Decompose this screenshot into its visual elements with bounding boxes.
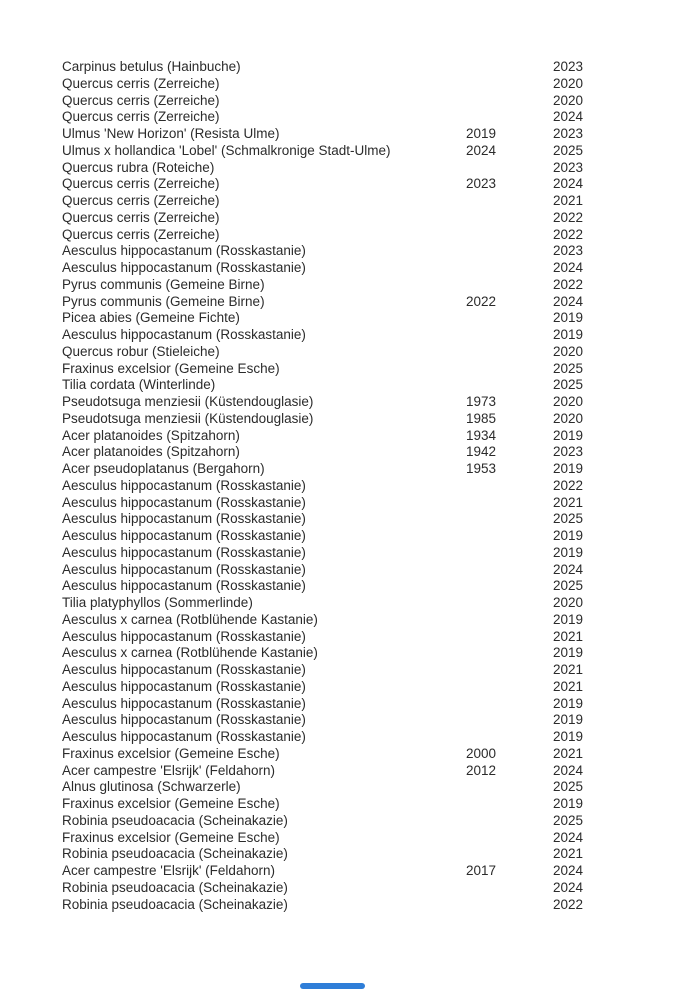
tree-name: Acer campestre 'Elsrijk' (Feldahorn): [62, 863, 275, 878]
table-row: [62, 227, 700, 244]
year-right: 2019: [553, 310, 584, 326]
year-right: 2025: [553, 812, 584, 828]
year-middle: [466, 880, 553, 897]
table-row: [62, 59, 700, 76]
table-row: [62, 897, 700, 914]
table-row: [62, 545, 700, 562]
tree-name: Aesculus hippocastanum (Rosskastanie): [62, 628, 306, 644]
year-middle: [466, 528, 553, 545]
year-right: 2021: [553, 193, 584, 208]
year-middle: [466, 696, 553, 713]
table-row: [62, 511, 700, 528]
tree-name: Aesculus hippocastanum (Rosskastanie): [62, 544, 306, 560]
year-right: 2022: [553, 209, 584, 225]
year-middle: [466, 830, 553, 847]
tree-name: Aesculus hippocastanum (Rosskastanie): [62, 243, 306, 259]
year-middle: 1985: [466, 410, 497, 426]
year-right: 2024: [553, 879, 584, 895]
tree-name: Aesculus hippocastanum (Rosskastanie): [62, 327, 306, 342]
tree-name: Robinia pseudoacacia (Scheinakazie): [62, 879, 288, 895]
table-row: [62, 428, 700, 445]
year-middle: [466, 712, 553, 729]
table-row: [62, 210, 700, 227]
year-middle: 2023: [466, 176, 497, 192]
year-right: 2025: [553, 779, 584, 795]
year-middle: 2017: [466, 863, 497, 878]
year-middle: [466, 562, 553, 579]
year-middle: [466, 612, 553, 629]
tree-name: Carpinus betulus (Hainbuche): [62, 59, 241, 74]
table-row: [62, 377, 700, 394]
tree-name: Aesculus hippocastanum (Rosskastanie): [62, 678, 306, 694]
tree-name: Pseudotsuga menziesii (Küstendouglasie): [62, 410, 314, 426]
year-right: 2024: [553, 176, 584, 192]
year-right: 2021: [553, 494, 584, 510]
tree-name: Quercus cerris (Zerreiche): [62, 193, 220, 208]
year-middle: [466, 277, 553, 294]
tree-name: Robinia pseudoacacia (Scheinakazie): [62, 812, 288, 828]
year-middle: [466, 361, 553, 378]
table-row: [62, 277, 700, 294]
table-row: [62, 779, 700, 796]
year-middle: [466, 478, 553, 495]
table-row: [62, 160, 700, 177]
year-middle: [466, 109, 553, 126]
year-right: 2020: [553, 595, 584, 610]
tree-name: Robinia pseudoacacia (Scheinakazie): [62, 896, 288, 912]
tree-name: Acer platanoides (Spitzahorn): [62, 444, 240, 460]
tree-name: Aesculus hippocastanum (Rosskastanie): [62, 477, 306, 493]
tree-name: Pseudotsuga menziesii (Küstendouglasie): [62, 394, 314, 409]
table-row: [62, 444, 700, 461]
year-right: 2021: [553, 628, 584, 644]
table-row: [62, 645, 700, 662]
table-row: [62, 662, 700, 679]
year-middle: [466, 796, 553, 813]
tree-name: Quercus cerris (Zerreiche): [62, 109, 220, 125]
year-middle: [466, 327, 553, 344]
year-middle: 2000: [466, 745, 497, 761]
tree-name: Aesculus x carnea (Rotblühende Kastanie): [62, 645, 318, 661]
year-middle: [466, 377, 553, 394]
tree-name: Aesculus hippocastanum (Rosskastanie): [62, 561, 306, 577]
table-row: [62, 411, 700, 428]
year-right: 2022: [553, 896, 584, 912]
year-middle: [466, 193, 553, 210]
year-right: 2020: [553, 410, 584, 426]
tree-name: Fraxinus excelsior (Gemeine Esche): [62, 829, 280, 845]
tree-name: Aesculus hippocastanum (Rosskastanie): [62, 578, 306, 594]
year-right: 2023: [553, 243, 584, 259]
table-row: [62, 578, 700, 595]
year-right: 2022: [553, 226, 584, 242]
year-right: 2023: [553, 126, 584, 141]
table-row: [62, 76, 700, 93]
year-right: 2019: [553, 427, 584, 443]
year-right: 2025: [553, 360, 584, 376]
tree-name: Quercus rubra (Roteiche): [62, 159, 215, 175]
tree-name: Aesculus hippocastanum (Rosskastanie): [62, 528, 306, 543]
year-right: 2022: [553, 477, 584, 493]
year-middle: [466, 59, 553, 76]
year-middle: [466, 629, 553, 646]
year-middle: 2022: [466, 293, 497, 309]
year-middle: [466, 578, 553, 595]
table-row: [62, 729, 700, 746]
tree-list: [62, 59, 700, 913]
tree-name: Tilia platyphyllos (Sommerlinde): [62, 595, 253, 610]
table-row: [62, 109, 700, 126]
year-middle: [466, 729, 553, 746]
table-row: [62, 813, 700, 830]
year-right: 2024: [553, 561, 584, 577]
tree-name: Aesculus hippocastanum (Rosskastanie): [62, 511, 306, 527]
year-middle: [466, 210, 553, 227]
year-right: 2022: [553, 276, 584, 292]
year-right: 2023: [553, 444, 584, 460]
year-right: 2025: [553, 142, 584, 158]
year-right: 2019: [553, 695, 584, 711]
tree-name: Quercus cerris (Zerreiche): [62, 226, 220, 242]
year-middle: [466, 779, 553, 796]
tree-name: Quercus robur (Stieleiche): [62, 343, 220, 359]
tree-name: Acer campestre 'Elsrijk' (Feldahorn): [62, 762, 275, 778]
table-row: [62, 193, 700, 210]
year-middle: 1942: [466, 444, 497, 460]
table-row: [62, 629, 700, 646]
tree-name: Aesculus hippocastanum (Rosskastanie): [62, 729, 306, 744]
tree-name: Pyrus communis (Gemeine Birne): [62, 293, 265, 309]
tree-name: Quercus cerris (Zerreiche): [62, 176, 220, 192]
year-right: 2024: [553, 109, 584, 125]
tree-name: Ulmus x hollandica 'Lobel' (Schmalkronige Stadt-Ulme): [62, 142, 391, 158]
tree-name: Aesculus hippocastanum (Rosskastanie): [62, 662, 306, 677]
year-middle: [466, 679, 553, 696]
table-row: [62, 176, 700, 193]
year-right: 2020: [553, 75, 584, 91]
table-row: [62, 93, 700, 110]
table-row: [62, 126, 700, 143]
table-row: [62, 260, 700, 277]
year-right: 2021: [553, 846, 584, 862]
year-right: 2024: [553, 260, 584, 275]
table-row: [62, 327, 700, 344]
year-right: 2020: [553, 394, 584, 409]
table-row: [62, 394, 700, 411]
year-right: 2020: [553, 343, 584, 359]
year-middle: 2012: [466, 762, 497, 778]
year-right: 2024: [553, 829, 584, 845]
year-right: 2024: [553, 863, 584, 878]
year-right: 2024: [553, 293, 584, 309]
table-row: [62, 846, 700, 863]
table-row: [62, 478, 700, 495]
tree-name: Aesculus hippocastanum (Rosskastanie): [62, 260, 306, 275]
year-middle: [466, 846, 553, 863]
table-row: [62, 361, 700, 378]
year-middle: [466, 511, 553, 528]
year-middle: [466, 545, 553, 562]
year-right: 2019: [553, 796, 584, 811]
tree-name: Aesculus hippocastanum (Rosskastanie): [62, 695, 306, 711]
tree-name: Quercus cerris (Zerreiche): [62, 75, 220, 91]
tree-name: Acer platanoides (Spitzahorn): [62, 427, 240, 443]
table-row: [62, 863, 700, 880]
table-row: [62, 796, 700, 813]
tree-name: Aesculus hippocastanum (Rosskastanie): [62, 494, 306, 510]
year-right: 2019: [553, 729, 584, 744]
year-right: 2025: [553, 377, 584, 393]
table-row: [62, 679, 700, 696]
bottom-scroll-indicator[interactable]: [300, 983, 365, 989]
table-row: [62, 461, 700, 478]
tree-name: Pyrus communis (Gemeine Birne): [62, 276, 265, 292]
year-middle: [466, 344, 553, 361]
year-middle: [466, 310, 553, 327]
table-row: [62, 880, 700, 897]
tree-name: Ulmus 'New Horizon' (Resista Ulme): [62, 126, 280, 141]
tree-name: Quercus cerris (Zerreiche): [62, 209, 220, 225]
year-right: 2021: [553, 745, 584, 761]
year-middle: [466, 160, 553, 177]
year-middle: [466, 897, 553, 914]
tree-name: Aesculus hippocastanum (Rosskastanie): [62, 712, 306, 728]
year-right: 2019: [553, 528, 584, 543]
tree-name: Robinia pseudoacacia (Scheinakazie): [62, 846, 288, 862]
year-middle: 2019: [466, 126, 497, 141]
year-middle: [466, 93, 553, 110]
year-middle: [466, 645, 553, 662]
table-row: [62, 830, 700, 847]
table-row: [62, 595, 700, 612]
table-row: [62, 712, 700, 729]
year-middle: [466, 813, 553, 830]
year-middle: 1973: [466, 394, 497, 409]
tree-name: Fraxinus excelsior (Gemeine Esche): [62, 360, 280, 376]
tree-name: Picea abies (Gemeine Fichte): [62, 310, 240, 326]
table-row: [62, 528, 700, 545]
year-right: 2023: [553, 59, 584, 74]
table-row: [62, 746, 700, 763]
year-right: 2019: [553, 712, 584, 728]
tree-name: Tilia cordata (Winterlinde): [62, 377, 216, 393]
tree-name: Alnus glutinosa (Schwarzerle): [62, 779, 241, 795]
tree-name: Fraxinus excelsior (Gemeine Esche): [62, 796, 280, 811]
table-row: [62, 344, 700, 361]
year-middle: [466, 76, 553, 93]
table-row: [62, 562, 700, 579]
table-row: [62, 696, 700, 713]
year-middle: [466, 495, 553, 512]
year-middle: [466, 243, 553, 260]
year-right: 2020: [553, 92, 584, 108]
year-right: 2019: [553, 327, 584, 342]
tree-name: Quercus cerris (Zerreiche): [62, 92, 220, 108]
table-row: [62, 763, 700, 780]
year-right: 2019: [553, 645, 584, 661]
table-row: [62, 310, 700, 327]
year-middle: [466, 227, 553, 244]
year-middle: [466, 595, 553, 612]
year-right: 2023: [553, 159, 584, 175]
year-middle: [466, 662, 553, 679]
year-right: 2019: [553, 461, 584, 476]
year-right: 2019: [553, 611, 584, 627]
tree-name: Aesculus x carnea (Rotblühende Kastanie): [62, 611, 318, 627]
year-right: 2021: [553, 662, 584, 677]
tree-name: Fraxinus excelsior (Gemeine Esche): [62, 745, 280, 761]
table-row: [62, 243, 700, 260]
tree-name: Acer pseudoplatanus (Bergahorn): [62, 461, 265, 476]
table-row: [62, 495, 700, 512]
year-right: 2024: [553, 762, 584, 778]
year-right: 2025: [553, 578, 584, 594]
year-right: 2019: [553, 544, 584, 560]
table-row: [62, 294, 700, 311]
table-row: [62, 612, 700, 629]
year-right: 2025: [553, 511, 584, 527]
year-middle: [466, 260, 553, 277]
year-middle: 1953: [466, 461, 497, 476]
year-right: 2021: [553, 678, 584, 694]
year-middle: 1934: [466, 427, 497, 443]
table-row: [62, 143, 700, 160]
year-middle: 2024: [466, 142, 497, 158]
